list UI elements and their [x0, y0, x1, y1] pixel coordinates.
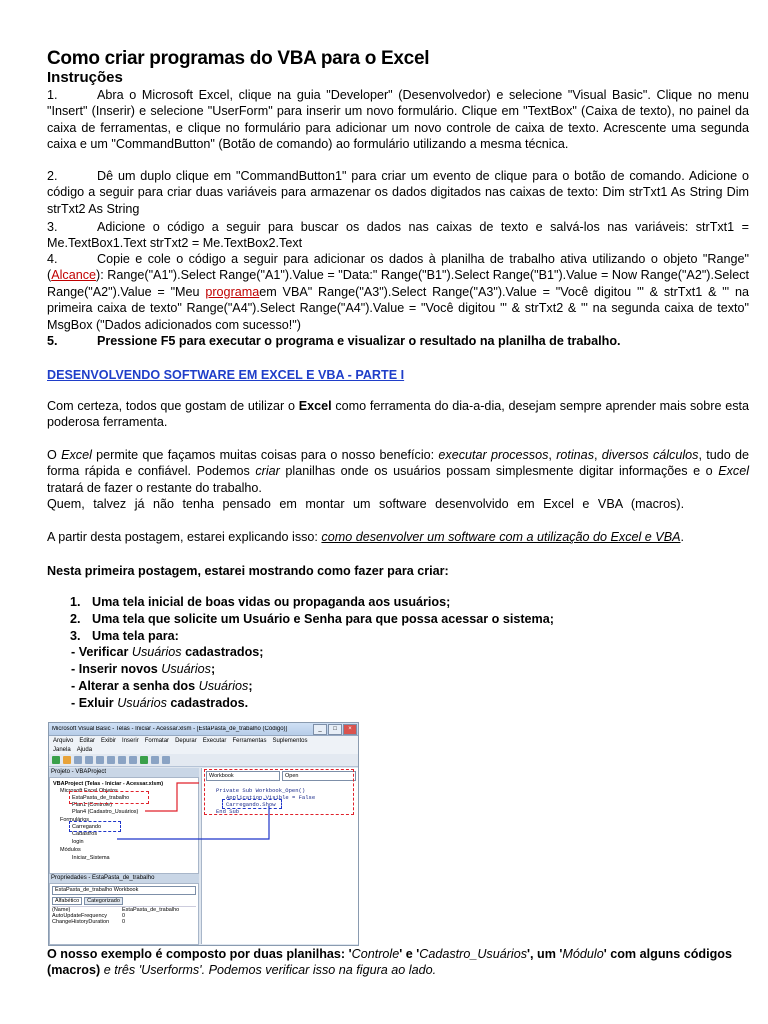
list-item: - Verificar Usuários cadastrados; — [71, 645, 264, 659]
excel-icon[interactable] — [52, 756, 60, 764]
highlight-box — [222, 799, 282, 809]
prop-value[interactable]: 0 — [122, 913, 126, 919]
prop-name: (Name) — [52, 907, 71, 913]
code-line: Carregando.Show — [226, 801, 276, 808]
menu-item[interactable]: Depurar — [175, 737, 197, 744]
left-panes — [49, 768, 199, 944]
menu-item[interactable]: Formatar — [144, 737, 170, 744]
menu-item[interactable]: Inserir — [122, 737, 139, 744]
save-icon[interactable] — [74, 756, 82, 764]
instruction-1: 1. Abra o Microsoft Excel, clique na guia "Developer" (Desenvolvedor) e selecione "Visual Basic". Clique no menu "Insert" (Inserir) e selecione "UserForm" para inserir um novo formulário. Clique em "TextBox" (Caixa de texto), no painel da caixa de ferramentas, e clique no formulário para adicionar um novo controle de caixa de texto. Acrescente uma segunda caixa e um "CommandButton" (Botão de comando) ao formulário utilizando a mesma técnica. — [47, 88, 749, 152]
tree-node[interactable]: Formulários — [60, 817, 90, 823]
code-line: Private Sub Workbook_Open() — [216, 787, 306, 794]
window-title: Microsoft Visual Basic - Telas - Iniciar - Acessar.xlsm - [EstaPasta_de_trabalho (Código)] — [52, 726, 288, 732]
tab-alfabetico[interactable]: Alfabético — [52, 897, 82, 905]
code-window — [201, 768, 358, 944]
menu-item[interactable]: Executar — [202, 737, 227, 744]
paragraph-3: Quem, talvez já não tenha pensado em montar um software desenvolvido em Excel e VBA (macros). — [47, 497, 685, 511]
insert-icon[interactable] — [63, 756, 71, 764]
figure-caption: O nosso exemplo é composto por duas planilhas: 'Controle' e 'Cadastro_Usuários', um 'Módulo' com alguns códigos (macros) e três 'Userforms'. Podemos verificar isso na figura ao lado. — [47, 947, 732, 978]
object-dropdown[interactable]: Workbook — [206, 771, 280, 781]
stop-icon[interactable] — [162, 756, 170, 764]
tree-node[interactable]: EstaPasta_de_trabalho — [72, 795, 130, 801]
close-icon[interactable]: × — [343, 724, 357, 735]
list-item: - Alterar a senha dos Usuários; — [71, 679, 253, 693]
paragraph-5: Nesta primeira postagem, estarei mostrando como fazer para criar: — [47, 564, 449, 578]
prop-name: AutoUpdateFrequency — [52, 913, 108, 919]
instruction-4: 4. Copie e cole o código a seguir para adicionar os dados à planilha de trabalho ativa utilizando o objeto "Range" (Alcance): Range("A1").Select Range("A1").Value = "Data:" Range("B1").Select Range("B1").Value = Now Range("A2").Select Range("A2").Value = "Meu programaem VBA" Range("A3").Select Range("A3").Value = "Você digitou '" & strTxt1 & "' na primeira caixa de texto" Range("A4").Select Range("A4").Value = "Você digitou '" & strTxt2 & "' na segunda caixa de texto" MsgBox ("Dados adicionados com sucesso!") — [47, 252, 749, 332]
list-item: 1. Uma tela inicial de boas vidas ou propaganda aos usuários; — [70, 595, 451, 609]
project-pane-header: Projeto - VBAProject — [49, 768, 199, 777]
sub-list — [71, 644, 264, 712]
tree-node[interactable]: Iniciar_Sistema — [72, 855, 110, 861]
redo-icon[interactable] — [129, 756, 137, 764]
instruction-2: 2. Dê um duplo clique em "CommandButton1" para criar um evento de clique para o botão de comando. Adicione o código a seguir para criar duas variáveis para armazenar os dados digitados nas caixas de texto: Dim strTxt1 As String Dim strTxt2 As String — [47, 169, 749, 216]
excel-vba-link[interactable]: como desenvolver um software com a utilização do Excel e VBA — [321, 530, 681, 544]
copy-icon[interactable] — [96, 756, 104, 764]
tree-node[interactable]: Cadastros — [72, 831, 98, 837]
prop-value[interactable]: EstaPasta_de_trabalho — [122, 907, 180, 913]
paragraph-2: O Excel permite que façamos muitas coisas para o nosso benefício: executar processos, rotinas, diversos cálculos, tudo de forma rápida e confiável. Podemos criar planilhas onde os usuários possam simplesmente digitar informações e o Excel tratará de fazer o restante do trabalho. — [47, 448, 750, 495]
tree-node[interactable]: Carregando — [72, 824, 102, 830]
programa-link[interactable]: programa — [205, 284, 260, 299]
tab-categorizado[interactable]: Categorizado — [84, 897, 123, 905]
code-line: End Sub — [216, 808, 240, 815]
menu-item[interactable]: Ajuda — [76, 746, 93, 753]
instruction-3: 3. Adicione o código a seguir para buscar os dados nas caixas de texto e salvá-los nas variáveis: strTxt1 = Me.TextBox1.Text strTxt2 = Me.TextBox2.Text — [47, 220, 749, 251]
properties-pane-header: Propriedades - EstaPasta_de_trabalho — [49, 874, 199, 883]
numbered-list — [70, 594, 730, 645]
tree-node[interactable]: Módulos — [60, 847, 81, 853]
code-line: Application.Visible = False — [226, 794, 316, 801]
maximize-icon[interactable]: □ — [328, 724, 342, 735]
tree-node[interactable]: Plan1 (Controle) — [72, 802, 113, 808]
menu-item[interactable]: Exibir — [101, 737, 117, 744]
tree-node[interactable]: Microsoft Excel Objetos — [60, 788, 118, 794]
tree-node[interactable]: VBAProject (Telas - Iniciar - Acessar.xlsm) — [53, 781, 164, 787]
menu-item[interactable]: Janela — [53, 746, 71, 753]
instruction-5: 5. Pressione F5 para executar o programa e visualizar o resultado na planilha de trabalho. — [47, 334, 621, 348]
properties-pane — [49, 883, 199, 945]
page-title: Como criar programas do VBA para o Excel — [47, 48, 430, 69]
window-titlebar — [49, 723, 358, 736]
list-item: 3. Uma tela para: — [70, 629, 179, 643]
tree-node[interactable]: login — [72, 839, 84, 845]
menu-bar — [49, 736, 358, 745]
paste-icon[interactable] — [107, 756, 115, 764]
cut-icon[interactable] — [85, 756, 93, 764]
pause-icon[interactable] — [151, 756, 159, 764]
prop-name: ChangeHistoryDuration — [52, 919, 110, 925]
list-item: - Inserir novos Usuários; — [71, 662, 216, 676]
highlight-box — [69, 791, 149, 804]
toolbar — [49, 754, 358, 767]
prop-value[interactable]: 0 — [122, 919, 126, 925]
section-link[interactable]: DESENVOLVENDO SOFTWARE EM EXCEL E VBA - PARTE I — [47, 368, 405, 382]
paragraph-1: Com certeza, todos que gostam de utilizar o Excel como ferramenta do dia-a-dia, desejam sempre aprender mais sobre esta poderosa ferramenta. — [47, 399, 749, 430]
procedure-dropdown[interactable]: Open — [282, 771, 356, 781]
project-tree — [49, 777, 199, 874]
minimize-icon[interactable]: _ — [313, 724, 327, 735]
menu-item[interactable]: Suplementos — [272, 737, 308, 744]
undo-icon[interactable] — [118, 756, 126, 764]
instructions-heading: Instruções — [47, 69, 123, 86]
menu-item[interactable]: Editar — [79, 737, 96, 744]
vba-editor-screenshot — [48, 722, 359, 946]
object-combo[interactable]: EstaPasta_de_trabalho Workbook — [52, 886, 196, 895]
paragraph-4: A partir desta postagem, estarei explicando isso: como desenvolver um software com a utilização do Excel e VBA. — [47, 530, 685, 544]
menu-item[interactable]: Arquivo — [53, 737, 74, 744]
list-item: 2. Uma tela que solicite um Usuário e Senha para que possa acessar o sistema; — [70, 612, 554, 626]
alcance-link[interactable]: Alcance — [51, 268, 97, 283]
tree-node[interactable]: Plan4 (Cadastro_Usuários) — [72, 809, 139, 815]
menu-item[interactable]: Ferramentas — [232, 737, 267, 744]
run-icon[interactable] — [140, 756, 148, 764]
menu-bar-2 — [49, 745, 358, 754]
list-item: - Exluir Usuários cadastrados. — [71, 696, 249, 710]
highlight-box — [69, 821, 121, 832]
